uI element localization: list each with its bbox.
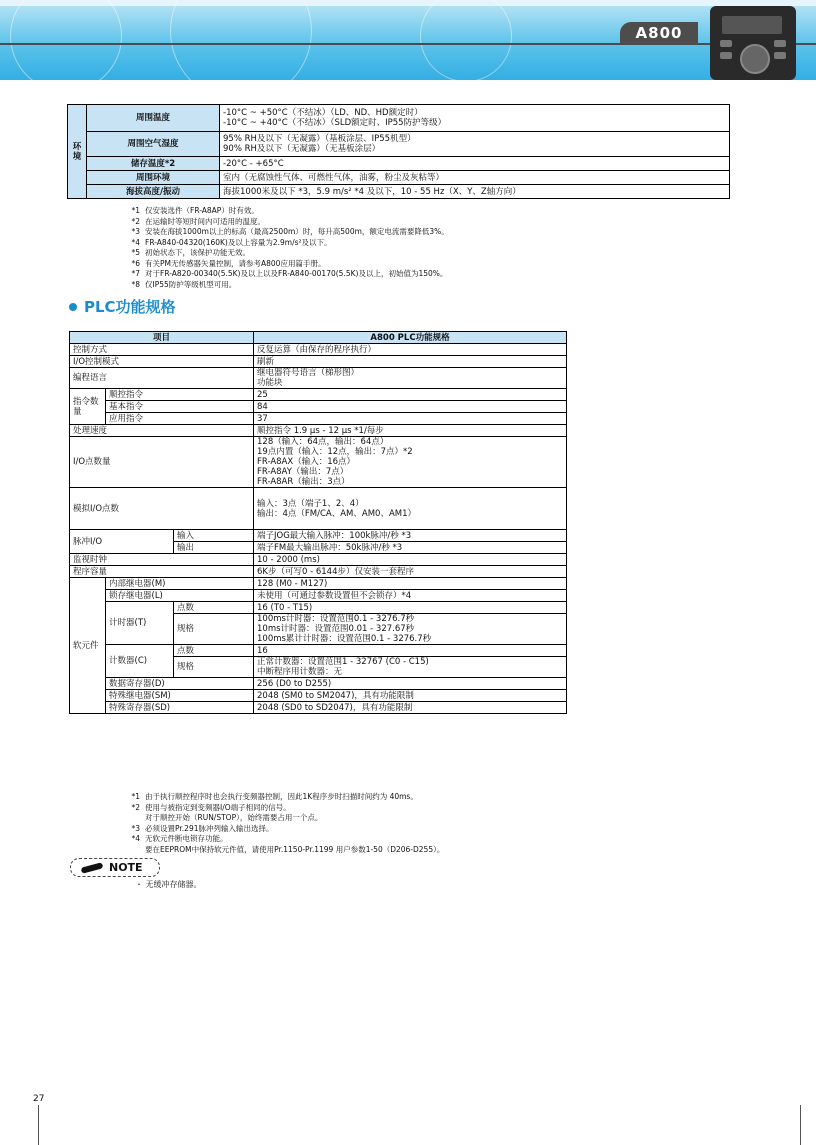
env-value: 95% RH及以下（无凝露）（基板涂层、IP55机型） 90% RH及以下（无凝露）（无基板涂层）	[220, 132, 730, 157]
row-label: 监视时钟	[70, 554, 254, 566]
header-item: 项目	[70, 332, 254, 344]
footnote: *6 有关PM无传感器矢量控制，请参考A800应用篇手册。	[131, 258, 326, 268]
env-value: -20°C - +65°C	[220, 157, 730, 171]
globe-decoration	[420, 0, 512, 80]
row-value: 顺控指令 1.9 µs - 12 µs *1/每步	[254, 425, 567, 437]
header-banner	[0, 0, 816, 80]
sub-label: 输入	[174, 530, 254, 542]
footnote: *2 在运输时等短时间内可适用的温度。	[131, 216, 265, 226]
row-value: 2048 (SM0 to SM2047)，具有功能限制	[254, 690, 567, 702]
footnote: *2 使用与被指定到变频器I/O端子相同的信号。	[131, 802, 291, 812]
row-label: 处理速度	[70, 425, 254, 437]
footnote: *8 仅IP55防护等级机型可用。	[131, 279, 237, 289]
env-key: 周围空气湿度	[87, 132, 220, 157]
row-value: 正常计数器：设置范围1 - 32767 (C0 - C15) 中断程序用计数器：无	[254, 657, 567, 678]
row-value: 10 - 2000 (ms)	[254, 554, 567, 566]
env-key: 周围环境	[87, 171, 220, 185]
row-value: 继电器符号语言（梯形图） 功能块	[254, 368, 567, 389]
row-label: 控制方式	[70, 344, 254, 356]
row-label: 软元件	[70, 578, 106, 714]
env-category: 环 境	[68, 105, 87, 199]
footnote: *4 无软元件断电锁存功能。	[131, 834, 228, 843]
margin-rule	[38, 1105, 39, 1145]
row-label: 脉冲I/O	[70, 530, 174, 554]
product-tag: A800	[620, 22, 698, 44]
sub-label: 计时器(T)	[106, 602, 174, 645]
sub-label: 输出	[174, 542, 254, 554]
row-label: 指令数量	[70, 389, 106, 425]
row-value: 端子FM最大输出脉冲：50k脉冲/秒 *3	[254, 542, 567, 554]
sub-label: 特殊继电器(SM)	[106, 690, 254, 702]
env-footnotes	[118, 206, 449, 290]
footnote: 对于顺控开始（RUN/STOP），始终需要占用一个点。	[145, 813, 323, 822]
footnote: *7 对于FR-A820-00340(5.5K)及以上以及FR-A840-00170(5.5K)及以上，初始值为150%。	[131, 269, 448, 278]
dial-knob	[740, 44, 770, 74]
footnote: *5 初始状态下，该保护功能无效。	[131, 248, 250, 257]
inverter-image	[710, 6, 796, 80]
sub-label: 计数器(C)	[106, 645, 174, 678]
row-value: 128 (M0 - M127)	[254, 578, 567, 590]
sub-label: 数据寄存器(D)	[106, 678, 254, 690]
section-title: PLC功能规格	[84, 298, 176, 316]
env-key: 海拔高度/振动	[87, 185, 220, 199]
footnote: *1 由于执行顺控程序时也会执行变频器控制，因此1K程序步时扫描时间约为 40ms。	[131, 792, 418, 801]
row-value: 84	[254, 401, 567, 413]
plc-footnotes	[118, 792, 444, 855]
environment-table	[67, 104, 730, 199]
env-key: 储存温度*2	[87, 157, 220, 171]
row-value: 反复运算（由保存的程序执行）	[254, 344, 567, 356]
row-value: 2048 (SD0 to SD2047)，具有功能限制	[254, 702, 567, 714]
row-value: 37	[254, 413, 567, 425]
row-value: 端子JOG最大输入脉冲：100k脉冲/秒 *3	[254, 530, 567, 542]
page-number: 27	[33, 1094, 45, 1104]
sub-label: 规格	[174, 614, 254, 645]
globe-decoration	[10, 0, 122, 80]
sub-label: 基本指令	[106, 401, 254, 413]
globe-decoration	[170, 0, 312, 80]
sub-label: 应用指令	[106, 413, 254, 425]
row-value: 25	[254, 389, 567, 401]
env-value: 室内（无腐蚀性气体、可燃性气体，油雾，粉尘及灰粘等）	[220, 171, 730, 185]
row-label: 编程语言	[70, 368, 254, 389]
margin-rule	[800, 1105, 801, 1145]
row-label: I/O点数量	[70, 437, 254, 488]
sub-label: 锁存继电器(L)	[106, 590, 254, 602]
footnote: *4 FR-A840-04320(160K)及以上容量为2.9m/s²及以下。	[131, 237, 332, 247]
note-badge	[70, 858, 160, 877]
row-value: 输入：3点（端子1、2、4） 输出：4点（FM/CA、AM、AM0、AM1）	[254, 488, 567, 530]
row-label: 模拟I/O点数	[70, 488, 254, 530]
sub-label: 特殊寄存器(SD)	[106, 702, 254, 714]
note-label: NOTE	[109, 861, 143, 874]
row-value: 6K步（可写0 - 6144步）仅安装一套程序	[254, 566, 567, 578]
bullet-icon	[69, 303, 77, 311]
footnote: *3 必须设置Pr.291脉冲列输入输出选择。	[131, 823, 274, 833]
footnote: *1 仅安装选件（FR-A8AP）时有效。	[131, 206, 259, 215]
env-value: 海拔1000米及以下 *3，5.9 m/s² *4 及以下，10 - 55 Hz（X、Y、Z轴方向）	[220, 185, 730, 199]
plc-spec-table	[69, 331, 567, 714]
row-value: 刷新	[254, 356, 567, 368]
footnote: 要在EEPROM中保持软元件值，请使用Pr.1150-Pr.1199 用户参数1-50（D206-D255）。	[145, 844, 445, 854]
sub-label: 顺控指令	[106, 389, 254, 401]
footnote: *3 安装在海拔1000m以上的标高（最高2500m）时，每升高500m，额定电流需要降低3%。	[131, 227, 449, 236]
header-spec: A800 PLC功能规格	[254, 332, 567, 344]
sub-label: 内部继电器(M)	[106, 578, 254, 590]
row-value: 未使用（可通过参数设置但不会锁存）*4	[254, 590, 567, 602]
row-label: I/O控制模式	[70, 356, 254, 368]
env-value: -10°C ~ +50°C（不结冰）（LD、ND、HD额定时） -10°C ~ +40°C（不结冰）（SLD额定时、IP55防护等级）	[220, 105, 730, 132]
sub-label: 规格	[174, 657, 254, 678]
pen-icon	[81, 862, 104, 873]
note-text: ・ 无缓冲存储器。	[135, 880, 202, 889]
header-top-strip	[0, 0, 816, 6]
row-value: 128（输入：64点，输出：64点） 19点内置（输入：12点，输出：7点）*2 FR-A8AX（输入：16点） FR-A8AY（输出：7点） FR-A8AR（输出：3点）	[254, 437, 567, 488]
row-label: 程序容量	[70, 566, 254, 578]
section-heading	[69, 296, 176, 317]
sub-label: 点数	[174, 602, 254, 614]
row-value: 16 (T0 - T15)	[254, 602, 567, 614]
env-key: 周围温度	[87, 105, 220, 132]
row-value: 256 (D0 to D255)	[254, 678, 567, 690]
sub-label: 点数	[174, 645, 254, 657]
row-value: 100ms计时器：设置范围0.1 - 3276.7秒 10ms计时器：设置范围0.01 - 327.67秒 100ms累计计时器：设置范围0.1 - 3276.7秒	[254, 614, 567, 645]
row-value: 16	[254, 645, 567, 657]
